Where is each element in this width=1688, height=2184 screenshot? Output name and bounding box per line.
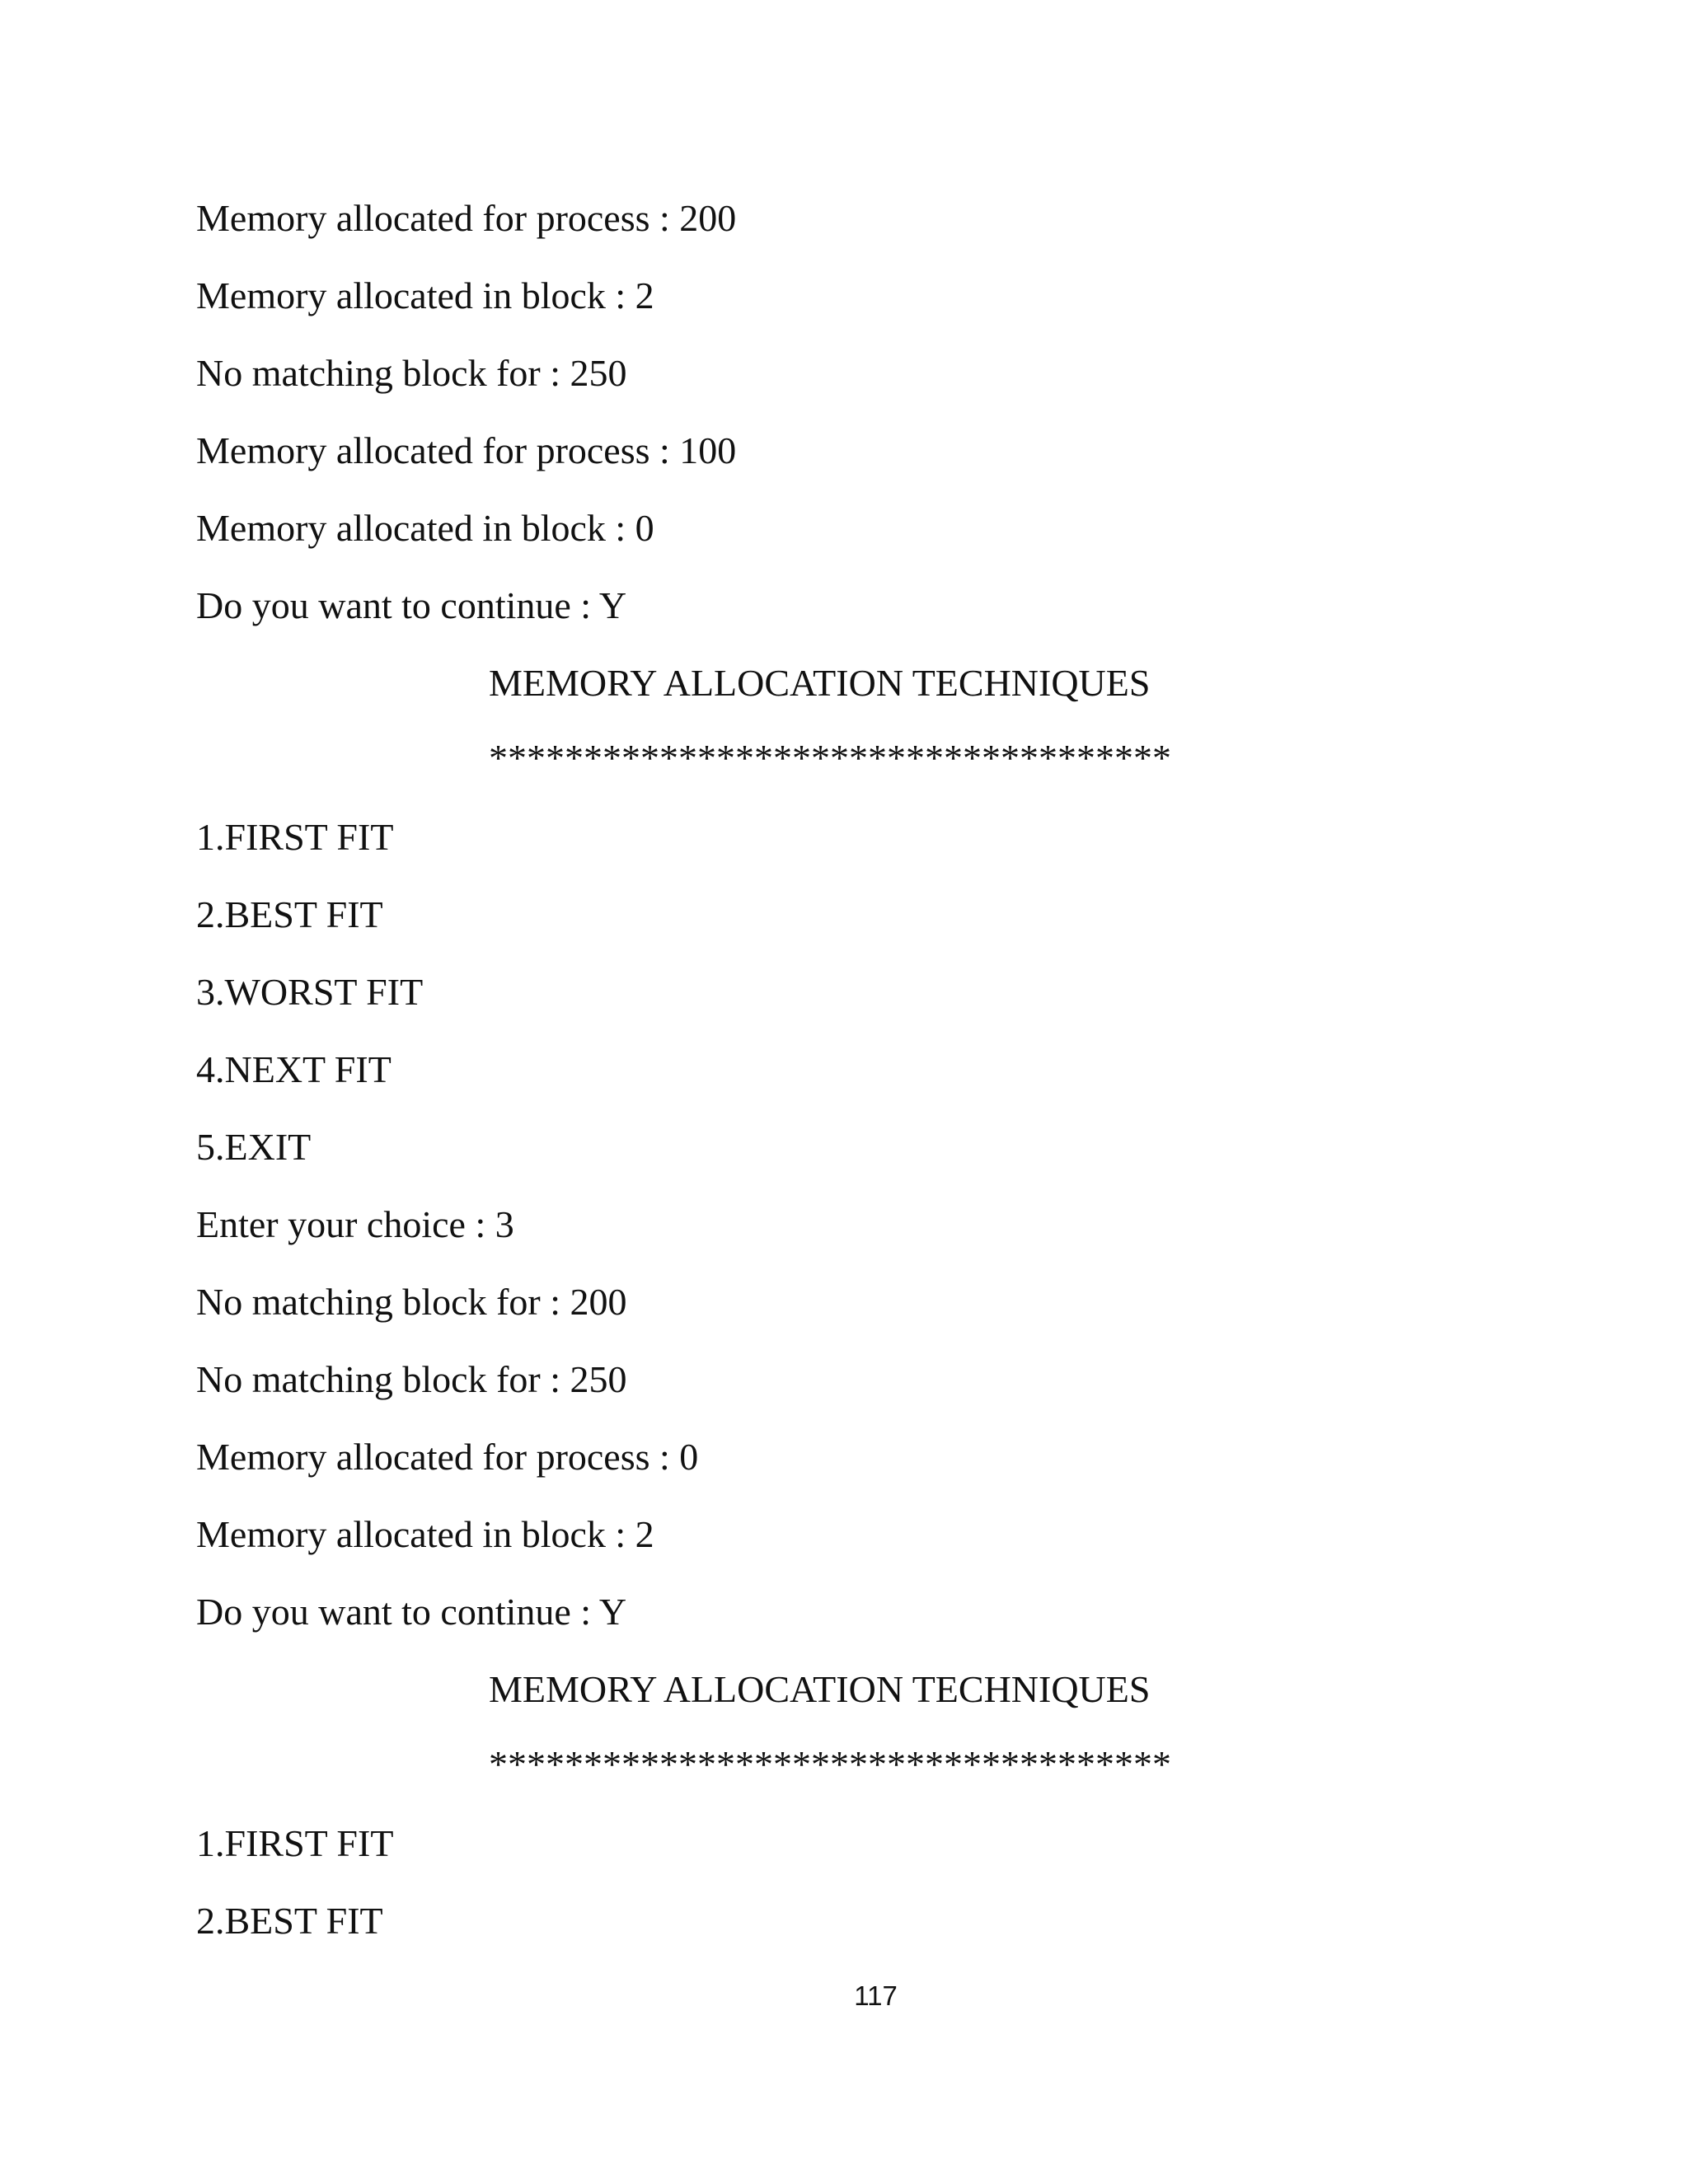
choice-prompt: Enter your choice : 3 [196, 1203, 514, 1245]
menu-option-best-fit: 2.BEST FIT [196, 893, 383, 935]
menu-title-second: MEMORY ALLOCATION TECHNIQUES [489, 1668, 1151, 1710]
page-number: 117 [854, 1980, 898, 2011]
menu-title: MEMORY ALLOCATION TECHNIQUES [489, 662, 1151, 704]
menu-option-worst-fit: 3.WORST FIT [196, 971, 424, 1013]
output-line-no-match-250: No matching block for : 250 [196, 352, 627, 394]
menu-divider: ************************************ [489, 737, 1171, 779]
output-line-process-0: Memory allocated for process : 0 [196, 1436, 699, 1478]
menu-option-exit: 5.EXIT [196, 1126, 312, 1168]
menu-option-first-fit-second: 1.FIRST FIT [196, 1822, 394, 1864]
output-line-no-match-250-second: No matching block for : 250 [196, 1358, 627, 1400]
output-line-process-100: Memory allocated for process : 100 [196, 429, 737, 471]
output-line-process-200: Memory allocated for process : 200 [196, 197, 737, 239]
menu-option-best-fit-second: 2.BEST FIT [196, 1900, 383, 1942]
output-line-block-2-second: Memory allocated in block : 2 [196, 1513, 654, 1555]
continue-prompt-second: Do you want to continue : Y [196, 1591, 627, 1633]
output-line-no-match-200: No matching block for : 200 [196, 1281, 627, 1323]
menu-divider-second: ************************************ [489, 1743, 1171, 1785]
output-line-block-2: Memory allocated in block : 2 [196, 274, 654, 316]
continue-prompt: Do you want to continue : Y [196, 584, 627, 626]
output-line-block-0: Memory allocated in block : 0 [196, 507, 654, 549]
menu-option-first-fit: 1.FIRST FIT [196, 816, 394, 858]
menu-option-next-fit: 4.NEXT FIT [196, 1048, 392, 1090]
